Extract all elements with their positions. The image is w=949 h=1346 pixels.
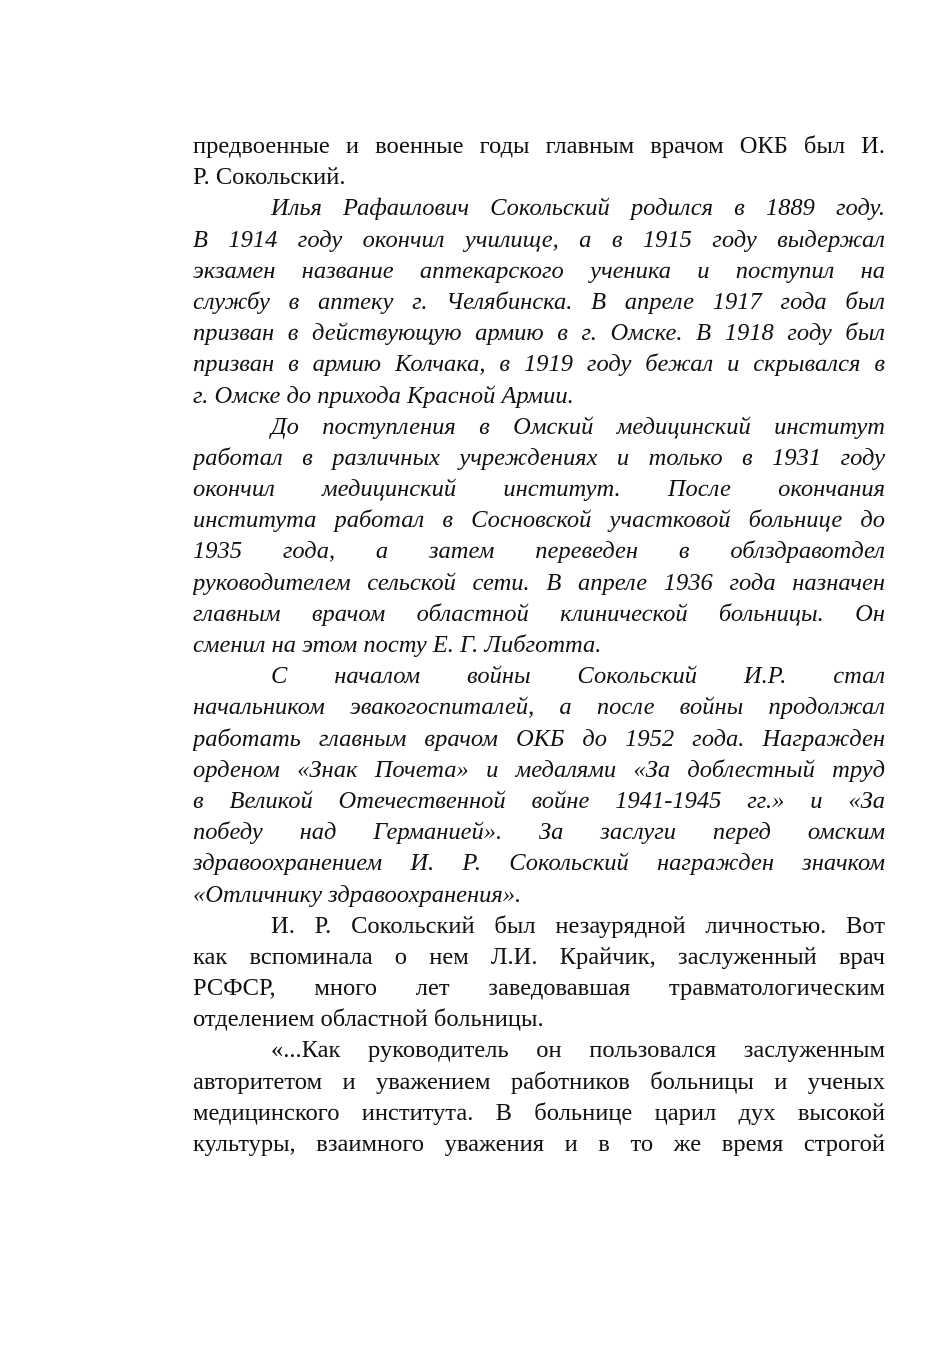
text-line: РСФСР, много лет заведовавшая травматологическим [193,974,885,1002]
paragraph [193,1034,885,1159]
text-line: начальником эвакогоспиталей, а после войны продолжал [193,693,885,721]
text-line: работал в различных учреждениях и только в 1931 году [193,443,885,471]
text-line: окончил медицинский институт. После окончания [193,475,885,503]
paragraph [193,910,885,1035]
paragraph [193,411,885,661]
text-line: орденом «Знак Почета» и медалями «За доблестный труд [193,755,885,783]
text-line: призван в армию Колчака, в 1919 году бежал и скрывался в [193,350,885,378]
text-line: С началом войны Сокольский И.Р. стал [271,662,885,690]
text-line: службу в аптеку г. Челябинска. В апреле 1917 года был [193,287,885,315]
paragraph [193,130,885,192]
document-body [193,130,885,1159]
text-line: культуры, взаимного уважения и в то же время строгой [193,1130,885,1157]
text-line: До поступления в Омский медицинский институт [271,412,885,440]
text-line: Илья Рафаилович Сокольский родился в 1889 году. [271,194,885,222]
text-line: призван в действующую армию в г. Омске. В 1918 году был [193,319,885,347]
text-line: сменил на этом посту Е. Г. Либготта. [193,631,602,658]
text-line: 1935 года, а затем переведен в облздравотдел [193,537,885,565]
text-line: работать главным врачом ОКБ до 1952 года. Награжден [193,724,885,752]
text-line: Р. Сокольский. [193,163,346,191]
text-line: «Отличнику здравоохранения». [193,880,522,908]
text-line: как вспоминала о нем Л.И. Крайчик, заслуженный врач [193,942,885,970]
text-line: предвоенные и военные годы главным врачом ОКБ был И. [193,132,885,159]
text-line: г. Омске до прихода Красной Армии. [193,381,574,409]
text-line: руководителем сельской сети. В апреле 1936 года назначен [193,568,885,596]
text-line: отделением областной больницы. [193,1005,544,1033]
text-line: медицинского института. В больнице царил дух высокой [193,1098,885,1126]
text-line: победу над Германией». За заслуги перед омским [193,818,885,846]
paragraph [193,192,885,410]
text-line: авторитетом и уважением работников больницы и ученых [193,1067,885,1095]
text-line: в Великой Отечественной войне 1941-1945 гг.» и «За [193,786,885,814]
paragraph [193,660,885,910]
text-line: экзамен название аптекарского ученика и поступил на [193,256,885,284]
text-line: здравоохранением И. Р. Сокольский награжден значком [193,849,885,877]
text-line: института работал в Сосновской участковой больнице до [193,506,885,534]
text-line: В 1914 году окончил училище, а в 1915 году выдержал [193,225,885,253]
text-line: «...Как руководитель он пользовался заслуженным [271,1036,885,1064]
text-line: главным врачом областной клинической больницы. Он [193,599,885,627]
text-line: И. Р. Сокольский был незаурядной личностью. Вот [271,911,885,939]
